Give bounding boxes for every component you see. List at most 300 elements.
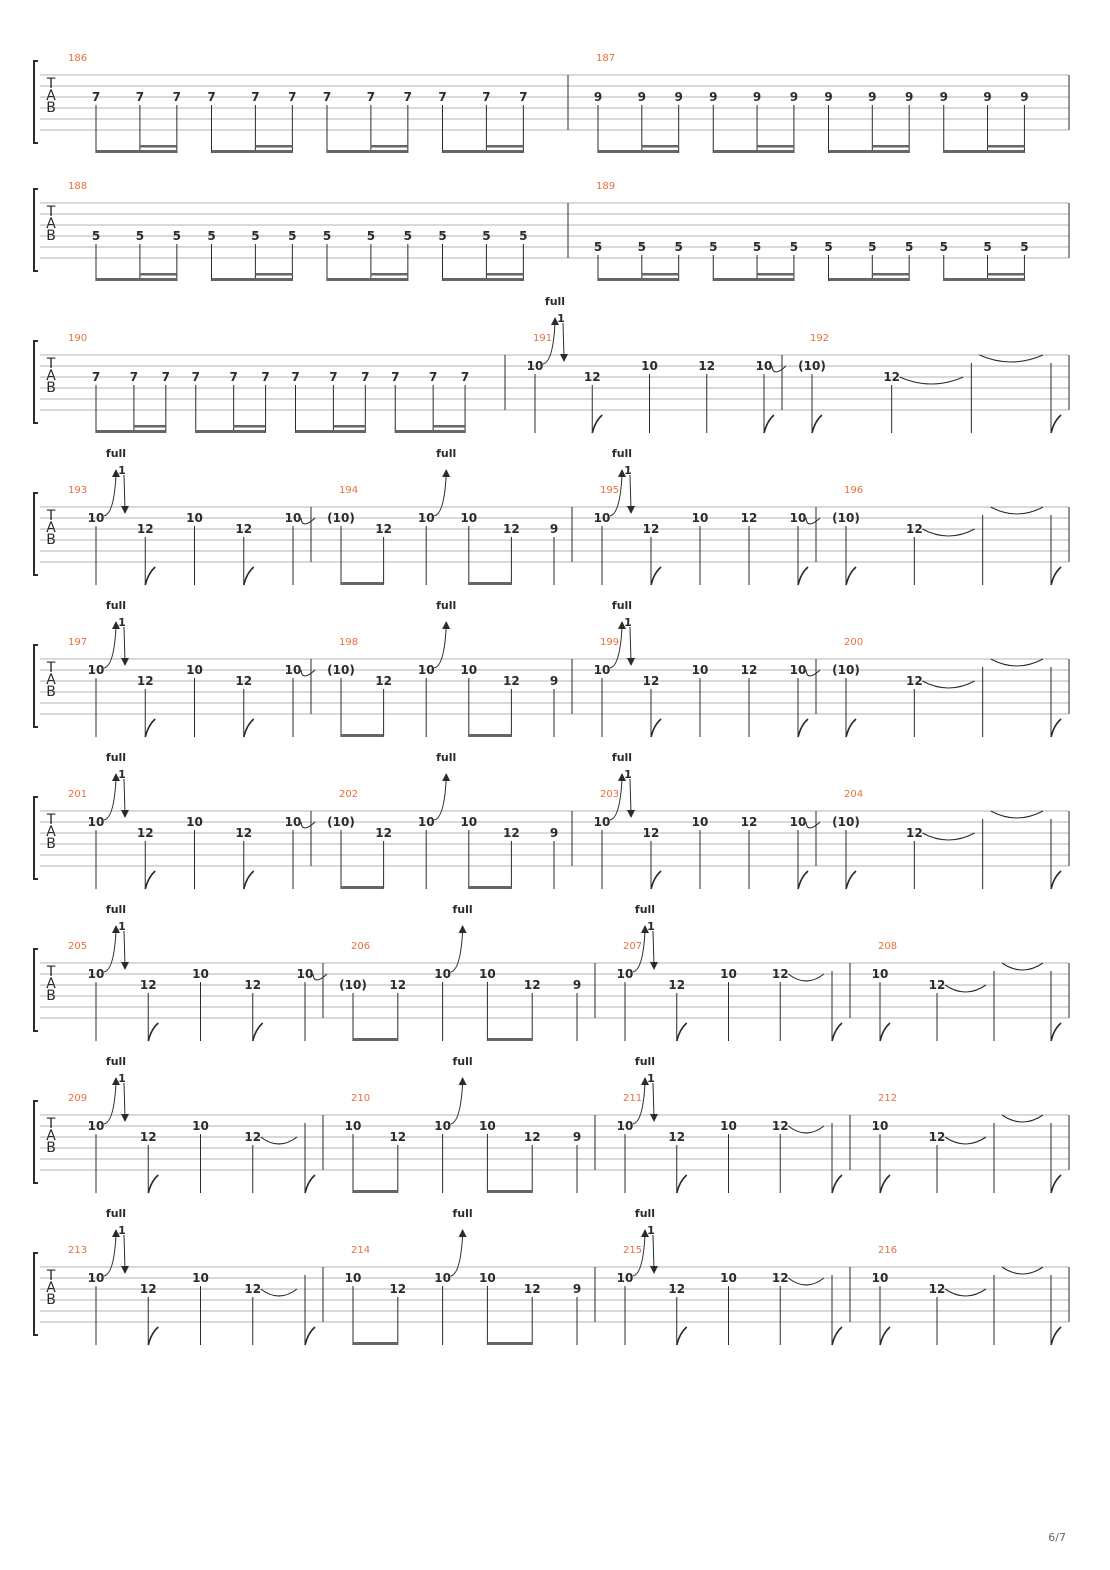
bend-label: full <box>611 447 633 460</box>
release-curve <box>124 1083 125 1118</box>
fret-number: 5 <box>904 240 914 254</box>
note-beam-secondary <box>140 273 177 276</box>
note-beam <box>487 1038 532 1041</box>
fret-number: 5 <box>1020 240 1029 254</box>
fret-number: 10 <box>344 1271 362 1285</box>
note-beam-secondary <box>872 145 909 148</box>
measure-number: 190 <box>68 333 88 344</box>
fret-number: 12 <box>235 826 253 840</box>
release-arrowhead <box>650 1266 658 1274</box>
tie-arc <box>806 822 820 828</box>
fret-number: 12 <box>136 522 154 536</box>
release-arrowhead <box>121 1114 129 1122</box>
fret-number: 7 <box>172 90 182 104</box>
fret-number: 10 <box>720 1271 737 1285</box>
fret-number: 9 <box>593 90 603 104</box>
bend-label: full <box>634 903 656 916</box>
tie-arc <box>945 985 986 992</box>
fret-number: 5 <box>789 240 799 254</box>
note-flag <box>846 567 856 585</box>
tab-clef-letter: A <box>46 368 56 384</box>
tab-clef-letter: A <box>46 88 56 104</box>
note-flag <box>1051 415 1061 433</box>
tab-clef-letter: T <box>46 508 56 524</box>
fret-number: 9 <box>752 90 762 104</box>
fret-number: 7 <box>482 90 491 104</box>
note-beam-secondary <box>333 425 365 428</box>
tie-arc <box>922 833 974 840</box>
fret-number: 10 <box>460 511 478 525</box>
bend-label: full <box>105 1055 127 1068</box>
fret-number: 12 <box>905 522 923 536</box>
tab-system <box>34 599 1069 737</box>
tie-arc <box>788 974 824 981</box>
note-flag <box>651 719 661 737</box>
fret-number: 10 <box>284 663 302 677</box>
fret-number: 10 <box>87 967 105 981</box>
note-beam <box>96 278 177 281</box>
bend-curve <box>434 627 446 668</box>
bend-arrowhead <box>442 621 450 629</box>
note-beam <box>829 150 910 153</box>
tie-arc <box>991 507 1043 514</box>
fret-number: 12 <box>375 674 392 688</box>
tab-clef-letter: A <box>46 672 56 688</box>
measure-number: 193 <box>68 485 88 496</box>
note-flag <box>1051 1023 1061 1041</box>
measure-number: 208 <box>878 941 898 952</box>
fret-number: 7 <box>161 370 171 384</box>
note-beam <box>469 886 512 889</box>
bend-label: full <box>611 751 633 764</box>
release-label: 1 <box>647 1224 655 1237</box>
tie-arc <box>261 1137 297 1144</box>
tie-arc <box>991 811 1043 818</box>
bend-label: full <box>452 1207 473 1220</box>
measure-number: 199 <box>600 637 620 648</box>
note-flag <box>880 1327 890 1345</box>
note-flag <box>798 719 808 737</box>
tie-arc <box>788 1126 824 1133</box>
note-beam <box>327 150 408 153</box>
tab-clef-letter: B <box>46 1292 56 1308</box>
note-beam <box>944 278 1025 281</box>
fret-number: 9 <box>549 522 559 536</box>
measure-number: 205 <box>68 941 88 952</box>
fret-number: 9 <box>709 90 718 104</box>
fret-number: 10 <box>186 815 203 829</box>
fret-number: 12 <box>136 674 154 688</box>
bend-curve <box>104 779 116 820</box>
note-flag <box>148 1175 158 1193</box>
note-beam <box>353 1342 398 1345</box>
note-beam <box>96 430 166 433</box>
note-beam <box>395 430 465 433</box>
note-flag <box>145 871 155 889</box>
tie-arc <box>261 1289 297 1296</box>
fret-number: 10 <box>720 967 737 981</box>
measure-number: 187 <box>596 53 616 64</box>
fret-number: 9 <box>674 90 683 104</box>
fret-number: (10) <box>832 663 860 677</box>
note-beam <box>96 150 177 153</box>
fret-number: 7 <box>261 370 270 384</box>
tab-clef-letter: T <box>46 1116 56 1132</box>
tie-arc <box>313 974 327 980</box>
bend-label: full <box>452 1055 473 1068</box>
note-beam <box>443 150 524 153</box>
note-beam <box>713 278 794 281</box>
note-beam <box>469 734 512 737</box>
tab-system <box>34 181 1069 281</box>
measure-number: 203 <box>600 789 620 800</box>
fret-number: 9 <box>939 90 948 104</box>
tab-clef-letter: A <box>46 976 56 992</box>
fret-number: 5 <box>366 229 376 243</box>
release-curve <box>630 779 631 814</box>
note-beam-secondary <box>140 145 177 148</box>
fret-number: 10 <box>871 967 889 981</box>
fret-number: (10) <box>832 815 860 829</box>
fret-number: 5 <box>91 229 101 243</box>
tab-clef-letter: B <box>46 836 56 852</box>
bend-label: full <box>634 1055 656 1068</box>
measure-number: 194 <box>339 485 359 496</box>
fret-number: 12 <box>503 826 520 840</box>
fret-number: 5 <box>438 229 447 243</box>
system-bracket <box>34 341 38 423</box>
tab-system <box>34 53 1069 153</box>
tab-clef-letter: B <box>46 228 56 244</box>
tie-arc <box>301 670 315 676</box>
note-flag <box>244 567 254 585</box>
note-flag <box>148 1327 158 1345</box>
fret-number: (10) <box>327 663 355 677</box>
note-flag <box>798 871 808 889</box>
note-beam-secondary <box>757 273 794 276</box>
note-beam <box>944 150 1025 153</box>
tie-arc <box>301 822 315 828</box>
fret-number: 10 <box>691 815 709 829</box>
release-curve <box>124 779 125 814</box>
release-arrowhead <box>627 506 635 514</box>
fret-number: 7 <box>135 90 145 104</box>
bend-curve <box>104 627 116 668</box>
measure-number: 197 <box>68 637 88 648</box>
tab-clef-letter: B <box>46 1140 56 1156</box>
note-beam <box>341 582 384 585</box>
fret-number: 7 <box>460 370 470 384</box>
fret-number: 12 <box>235 674 253 688</box>
note-beam <box>598 150 679 153</box>
fret-number: 9 <box>983 90 992 104</box>
release-label: 1 <box>557 312 565 325</box>
note-flag <box>305 1175 315 1193</box>
bend-label: full <box>544 295 566 308</box>
note-flag <box>832 1327 842 1345</box>
fret-number: 10 <box>526 359 544 373</box>
fret-number: 9 <box>868 90 877 104</box>
note-flag <box>846 719 856 737</box>
note-flag <box>880 1175 890 1193</box>
bend-arrowhead <box>459 1229 467 1237</box>
note-beam <box>341 886 384 889</box>
fret-number: 12 <box>136 826 154 840</box>
bend-label: full <box>105 1207 127 1220</box>
note-beam-secondary <box>486 273 523 276</box>
note-flag <box>677 1023 687 1041</box>
note-beam <box>212 278 293 281</box>
fret-number: 12 <box>698 359 716 373</box>
fret-number: 9 <box>572 1130 582 1144</box>
bend-curve <box>451 1235 463 1276</box>
fret-number: 10 <box>417 511 435 525</box>
fret-number: 10 <box>593 663 611 677</box>
fret-number: 12 <box>139 1282 157 1296</box>
fret-number: 12 <box>523 1130 541 1144</box>
tab-clef-letter: A <box>46 824 56 840</box>
fret-number: 5 <box>983 240 992 254</box>
fret-number: 12 <box>928 1282 946 1296</box>
release-label: 1 <box>118 616 126 629</box>
fret-number: (10) <box>339 978 367 992</box>
note-flag <box>305 1327 315 1345</box>
tab-clef-letter: T <box>46 204 56 220</box>
measure-number: 196 <box>844 485 864 496</box>
release-label: 1 <box>118 1072 126 1085</box>
fret-number: 12 <box>905 674 923 688</box>
bend-curve <box>104 1083 116 1124</box>
fret-number: 10 <box>479 1271 496 1285</box>
fret-number: 5 <box>709 240 718 254</box>
fret-number: 5 <box>868 240 877 254</box>
bend-arrowhead <box>442 469 450 477</box>
fret-number: 7 <box>229 370 238 384</box>
fret-number: 12 <box>642 826 660 840</box>
tab-clef-letter: T <box>46 356 56 372</box>
release-label: 1 <box>118 1224 126 1237</box>
fret-number: 10 <box>186 663 203 677</box>
fret-number: 5 <box>674 240 683 254</box>
fret-number: 12 <box>139 978 157 992</box>
fret-number: 9 <box>572 1282 582 1296</box>
measure-number: 212 <box>878 1093 898 1104</box>
fret-number: 10 <box>192 1119 209 1133</box>
measure-number: 188 <box>68 181 88 192</box>
note-beam <box>353 1190 398 1193</box>
bend-label: full <box>452 903 473 916</box>
note-flag <box>1051 1327 1061 1345</box>
fret-number: 9 <box>1020 90 1029 104</box>
fret-number: 12 <box>740 815 758 829</box>
bend-label: full <box>436 447 457 460</box>
release-curve <box>653 1083 654 1118</box>
note-beam-secondary <box>988 145 1025 148</box>
tab-clef-letter: A <box>46 216 56 232</box>
fret-number: 10 <box>479 1119 496 1133</box>
tie-arc <box>922 681 974 688</box>
fret-number: 12 <box>928 1130 946 1144</box>
fret-number: 12 <box>740 663 758 677</box>
fret-number: (10) <box>327 815 355 829</box>
note-beam-secondary <box>255 273 292 276</box>
fret-number: 12 <box>389 978 407 992</box>
note-flag <box>764 415 774 433</box>
release-label: 1 <box>118 768 126 781</box>
note-flag <box>880 1023 890 1041</box>
bend-curve <box>104 1235 116 1276</box>
system-bracket <box>34 493 38 575</box>
fret-number: 7 <box>428 370 438 384</box>
note-flag <box>148 1023 158 1041</box>
note-beam <box>598 278 679 281</box>
tab-clef-letter: A <box>46 520 56 536</box>
note-beam <box>196 430 266 433</box>
tab-clef-letter: B <box>46 684 56 700</box>
tie-arc <box>945 1289 986 1296</box>
measure-number: 215 <box>623 1245 643 1256</box>
fret-number: 10 <box>417 815 435 829</box>
fret-number: 12 <box>668 978 686 992</box>
fret-number: 12 <box>503 522 520 536</box>
tie-arc <box>1002 963 1043 970</box>
note-flag <box>1051 719 1061 737</box>
note-beam-secondary <box>486 145 523 148</box>
measure-number: 213 <box>68 1245 88 1256</box>
fret-number: 9 <box>904 90 914 104</box>
fret-number: 12 <box>883 370 901 384</box>
measure-number: 204 <box>844 789 864 800</box>
bend-curve <box>451 1083 463 1124</box>
release-arrowhead <box>121 506 129 514</box>
note-beam-secondary <box>642 145 679 148</box>
tab-clef-letter: B <box>46 988 56 1004</box>
fret-number: 12 <box>523 978 541 992</box>
fret-number: 12 <box>642 674 660 688</box>
release-arrowhead <box>627 810 635 818</box>
fret-number: 10 <box>691 663 709 677</box>
tab-clef-letter: T <box>46 964 56 980</box>
note-flag <box>832 1023 842 1041</box>
fret-number: 7 <box>207 90 216 104</box>
note-beam-secondary <box>234 425 266 428</box>
tie-arc <box>806 518 820 524</box>
fret-number: 7 <box>191 370 200 384</box>
tie-arc <box>1002 1267 1043 1274</box>
tab-system <box>34 1055 1069 1193</box>
note-flag <box>846 871 856 889</box>
fret-number: 7 <box>366 90 376 104</box>
fret-number: (10) <box>798 359 826 373</box>
fret-number: 7 <box>91 90 101 104</box>
measure-number: 211 <box>623 1093 643 1104</box>
note-flag <box>592 415 602 433</box>
tab-clef-letter: A <box>46 1128 56 1144</box>
bend-arrowhead <box>459 1077 467 1085</box>
bend-curve <box>104 475 116 516</box>
measure-number: 210 <box>351 1093 371 1104</box>
fret-number: 9 <box>549 674 559 688</box>
fret-number: 12 <box>244 1282 262 1296</box>
note-beam <box>353 1038 398 1041</box>
release-curve <box>653 931 654 966</box>
release-curve <box>124 475 125 510</box>
fret-number: 10 <box>186 511 203 525</box>
tab-clef-letter: B <box>46 380 56 396</box>
fret-number: 7 <box>361 370 370 384</box>
fret-number: 10 <box>871 1119 889 1133</box>
note-flag <box>677 1327 687 1345</box>
tab-clef-letter: T <box>46 1268 56 1284</box>
fret-number: 7 <box>329 370 338 384</box>
fret-number: 7 <box>288 90 297 104</box>
release-curve <box>563 323 564 358</box>
fret-number: 9 <box>572 978 582 992</box>
bend-label: full <box>634 1207 656 1220</box>
release-arrowhead <box>121 962 129 970</box>
fret-number: 10 <box>616 967 634 981</box>
fret-number: 12 <box>235 522 253 536</box>
note-beam <box>713 150 794 153</box>
tie-arc <box>922 529 974 536</box>
fret-number: 9 <box>824 90 833 104</box>
release-label: 1 <box>118 464 126 477</box>
note-beam-secondary <box>371 273 408 276</box>
release-label: 1 <box>624 768 632 781</box>
tie-arc <box>788 1278 824 1285</box>
fret-number: 7 <box>291 370 300 384</box>
note-flag <box>651 871 661 889</box>
fret-number: 10 <box>460 663 478 677</box>
measure-number: 214 <box>351 1245 371 1256</box>
note-flag <box>145 567 155 585</box>
system-bracket <box>34 61 38 143</box>
fret-number: 12 <box>244 978 262 992</box>
measure-number: 198 <box>339 637 359 648</box>
fret-number: 10 <box>296 967 314 981</box>
fret-number: 10 <box>87 663 105 677</box>
note-flag <box>145 719 155 737</box>
fret-number: 10 <box>192 1271 209 1285</box>
measure-number: 195 <box>600 485 620 496</box>
fret-number: 5 <box>172 229 182 243</box>
fret-number: 10 <box>284 815 302 829</box>
bend-curve <box>104 931 116 972</box>
page-number: 6/7 <box>1048 1531 1066 1544</box>
fret-number: 12 <box>668 1130 686 1144</box>
fret-number: 7 <box>438 90 447 104</box>
system-bracket <box>34 949 38 1031</box>
fret-number: 12 <box>139 1130 157 1144</box>
fret-number: 9 <box>789 90 799 104</box>
system-bracket <box>34 645 38 727</box>
note-flag <box>1051 567 1061 585</box>
fret-number: 12 <box>771 1119 789 1133</box>
note-beam <box>469 582 512 585</box>
note-flag <box>812 415 822 433</box>
tie-arc <box>900 377 964 384</box>
fret-number: 9 <box>549 826 559 840</box>
fret-number: 10 <box>87 511 105 525</box>
release-arrowhead <box>121 1266 129 1274</box>
release-curve <box>653 1235 654 1270</box>
release-arrowhead <box>650 962 658 970</box>
bend-label: full <box>436 751 457 764</box>
note-beam <box>487 1190 532 1193</box>
note-flag <box>798 567 808 585</box>
release-curve <box>124 627 125 662</box>
fret-number: 10 <box>344 1119 362 1133</box>
